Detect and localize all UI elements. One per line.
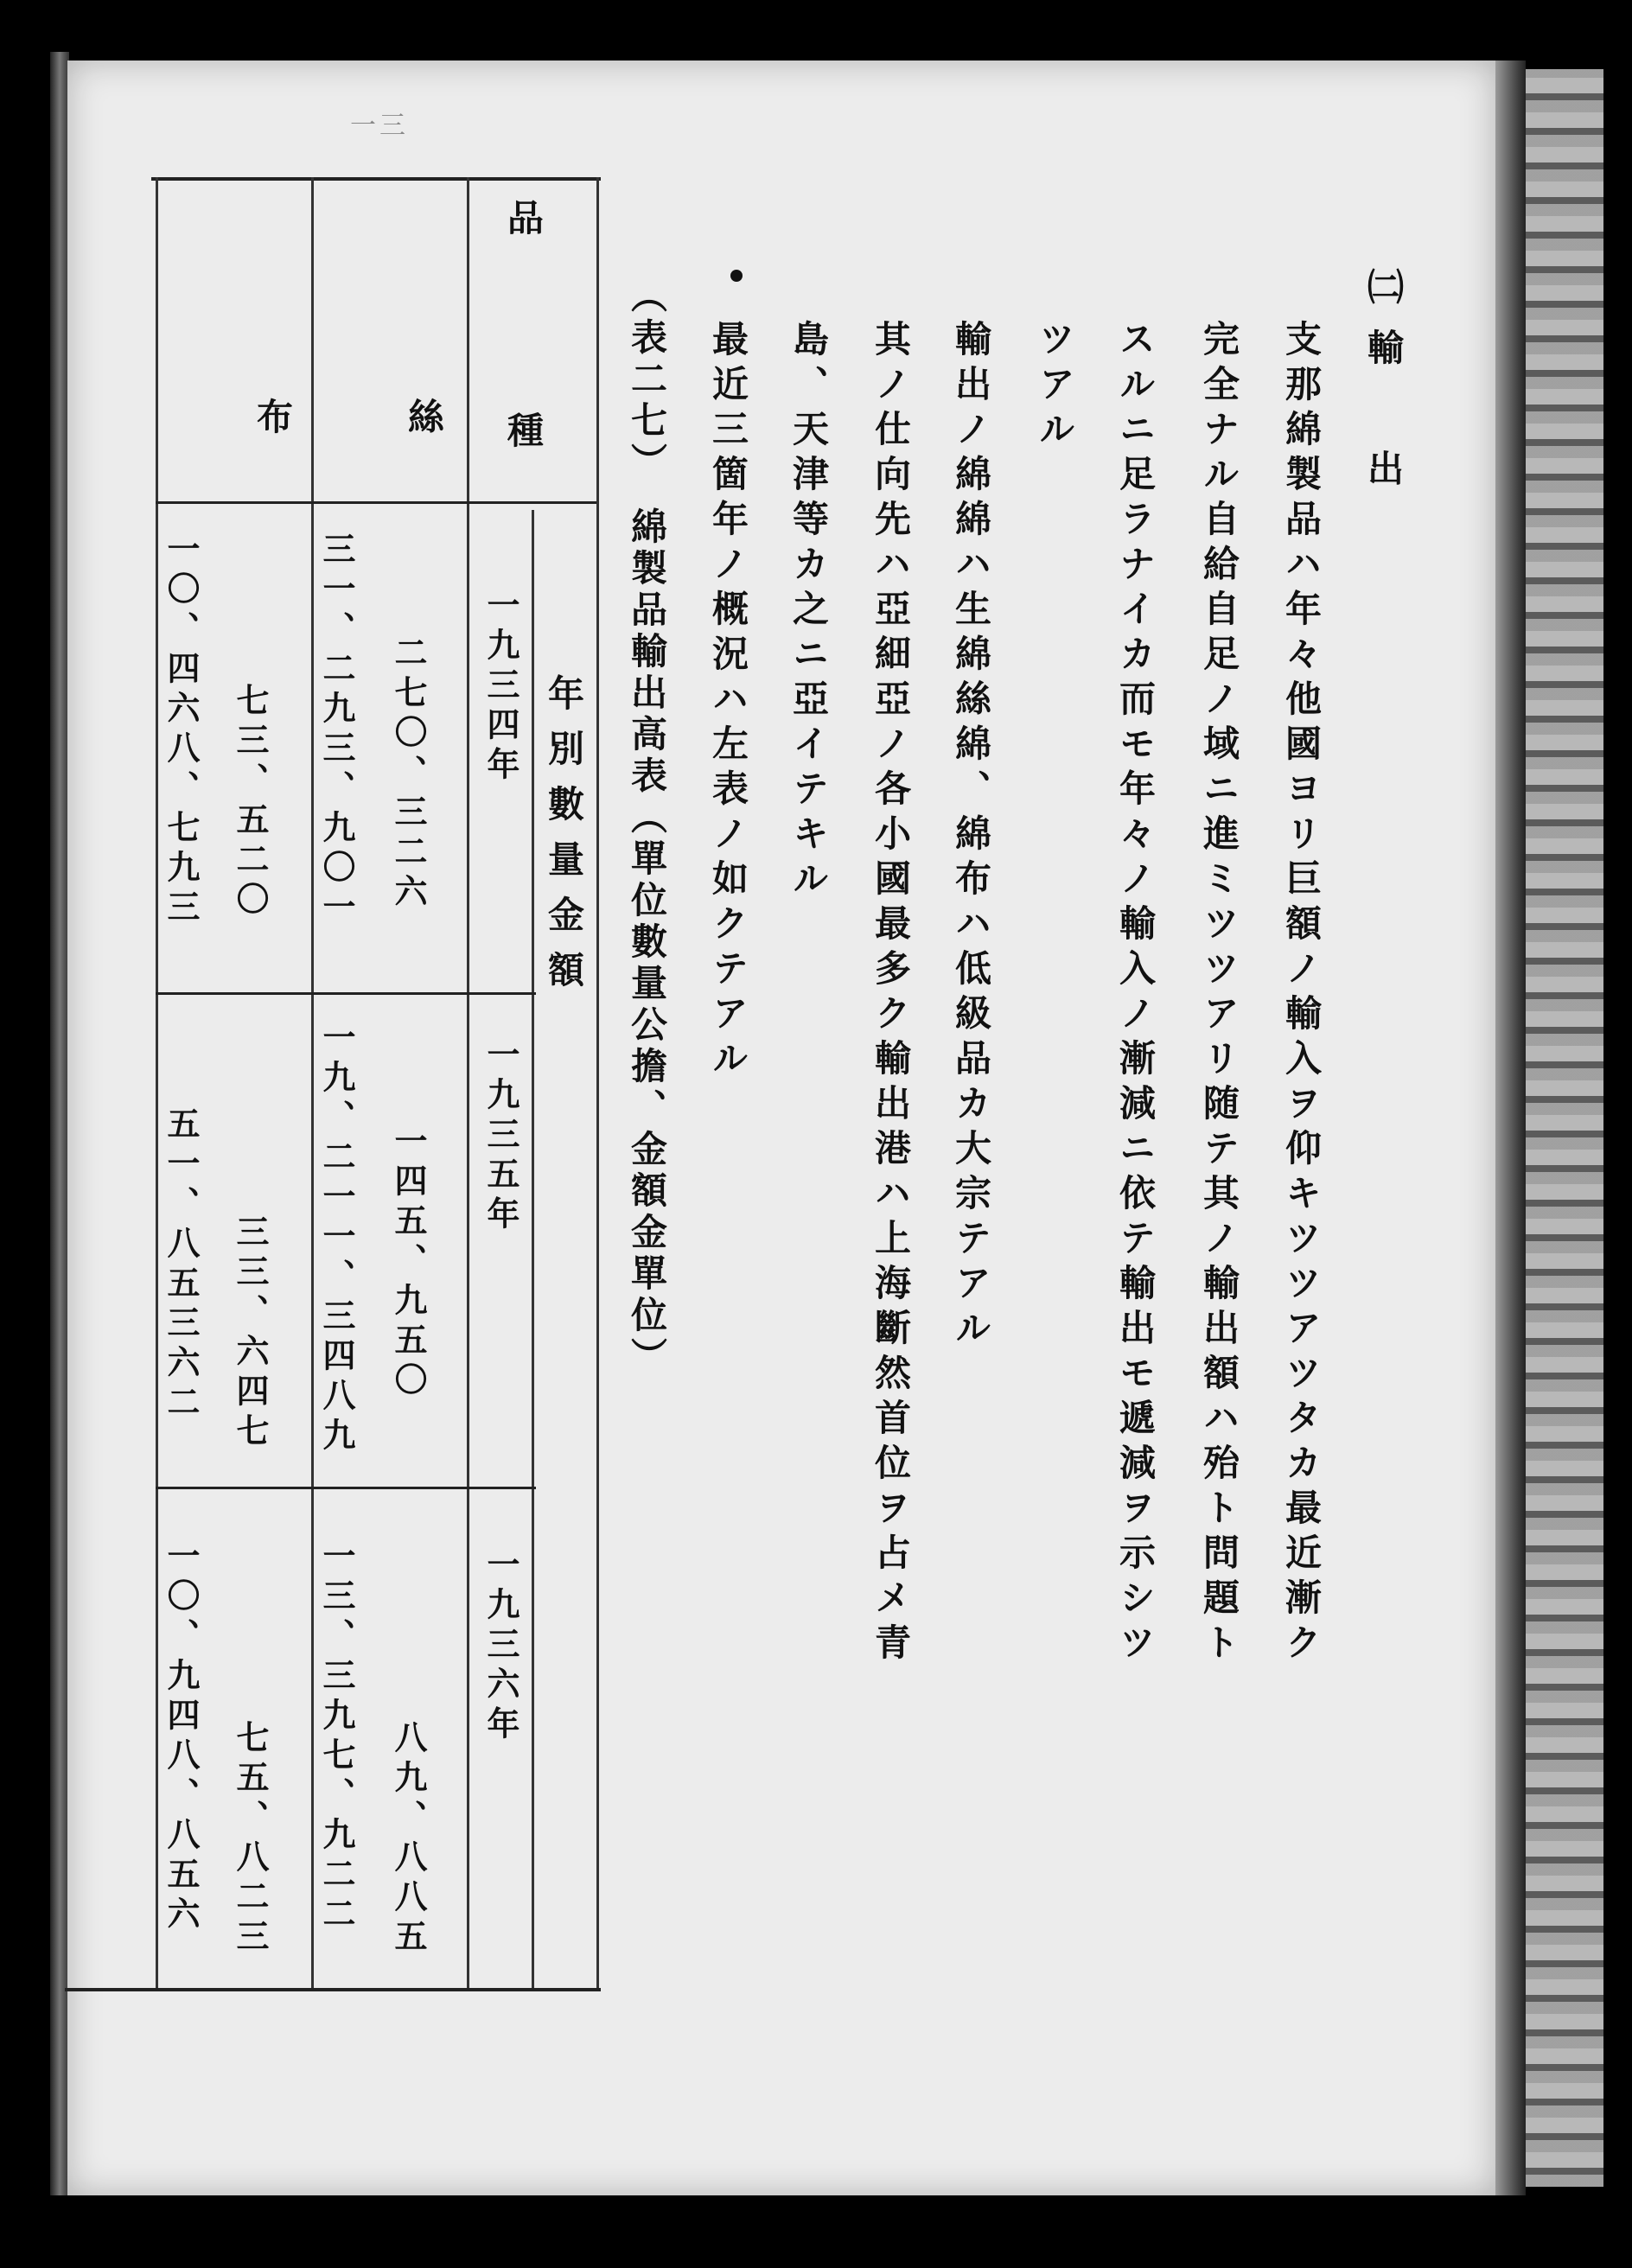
table-bottom-rule: [65, 1988, 601, 1991]
cloth-1934-value: 一〇、四六八、七九三: [162, 532, 201, 929]
adjacent-page-strip: [1526, 69, 1603, 2187]
body-line-8: 最近三箇年ノ概況ハ左表ノ如クテアル: [707, 320, 749, 1084]
cloth-1936-quantity: 七五、八二三: [231, 1720, 270, 1959]
table-group-header: 年別數量金額: [543, 674, 585, 1006]
year-1936: 一九三六年: [481, 1547, 520, 1746]
body-line-7: 島、天津等カ之ニ亞イテキル: [787, 320, 830, 904]
row-label-yarn: 絲: [403, 398, 445, 477]
row-label-cloth: 布: [252, 398, 294, 477]
table-divider-years: [532, 510, 534, 1988]
table-year-rule-1: [156, 992, 536, 995]
year-1934: 一九三四年: [481, 588, 520, 787]
yarn-1934-quantity: 二七〇、三二六: [389, 635, 428, 914]
table-divider-yarn: [467, 177, 469, 1988]
book-spine: [50, 52, 69, 2195]
body-line-4: ツアル: [1034, 320, 1076, 455]
yarn-1934-value: 三一、二九三、九〇一: [317, 532, 356, 929]
table-header-rule: [156, 501, 596, 504]
cloth-1934-quantity: 七三、五二〇: [231, 683, 270, 921]
cloth-1936-value: 一〇、九四八、八五六: [162, 1539, 201, 1936]
yarn-1936-value: 一三、三九七、九二二: [317, 1539, 356, 1936]
table-category-header: 品 種: [502, 199, 545, 482]
body-line-5: 輸出ノ綿綿ハ生綿絲綿、綿布ハ低級品カ大宗テアル: [950, 320, 992, 1354]
cloth-1935-value: 五一、八五三六二: [162, 1106, 201, 1424]
yarn-1935-quantity: 一四五、九五〇: [389, 1124, 428, 1402]
table-caption: （表二七） 綿製品輸出高表（單位數量公擔、金額金單位）: [626, 277, 668, 1379]
cloth-1935-quantity: 三三、六四七: [231, 1214, 270, 1453]
bullet-dot: [730, 270, 743, 282]
yarn-1935-value: 一九、二一一、三四八九: [317, 1020, 356, 1457]
table-right-rule: [596, 177, 599, 1988]
table-top-rule: [151, 177, 601, 181]
yarn-1936-quantity: 八九、八八五: [389, 1720, 428, 1959]
page-number: 一三: [350, 111, 409, 141]
section-heading: ㈡輸 出: [1362, 268, 1405, 510]
body-line-1: 支那綿製品ハ年々他國ヨリ巨額ノ輸入ヲ仰キツツアツタカ最近漸ク: [1280, 320, 1323, 1668]
year-1935: 一九三五年: [481, 1037, 520, 1236]
body-line-6: 其ノ仕向先ハ亞細亞ノ各小國最多ク輸出港ハ上海斷然首位ヲ占メ青: [870, 320, 912, 1668]
body-line-3: スルニ足ラナイカ而モ年々ノ輸入ノ漸減ニ依テ輸出モ遞減ヲ示シツ: [1114, 320, 1157, 1668]
body-line-2: 完全ナル自給自足ノ域ニ進ミツツアリ随テ其ノ輸出額ハ殆ト問題ト: [1198, 320, 1240, 1668]
table-year-rule-2: [156, 1487, 536, 1489]
page-edge: [1495, 61, 1526, 2195]
